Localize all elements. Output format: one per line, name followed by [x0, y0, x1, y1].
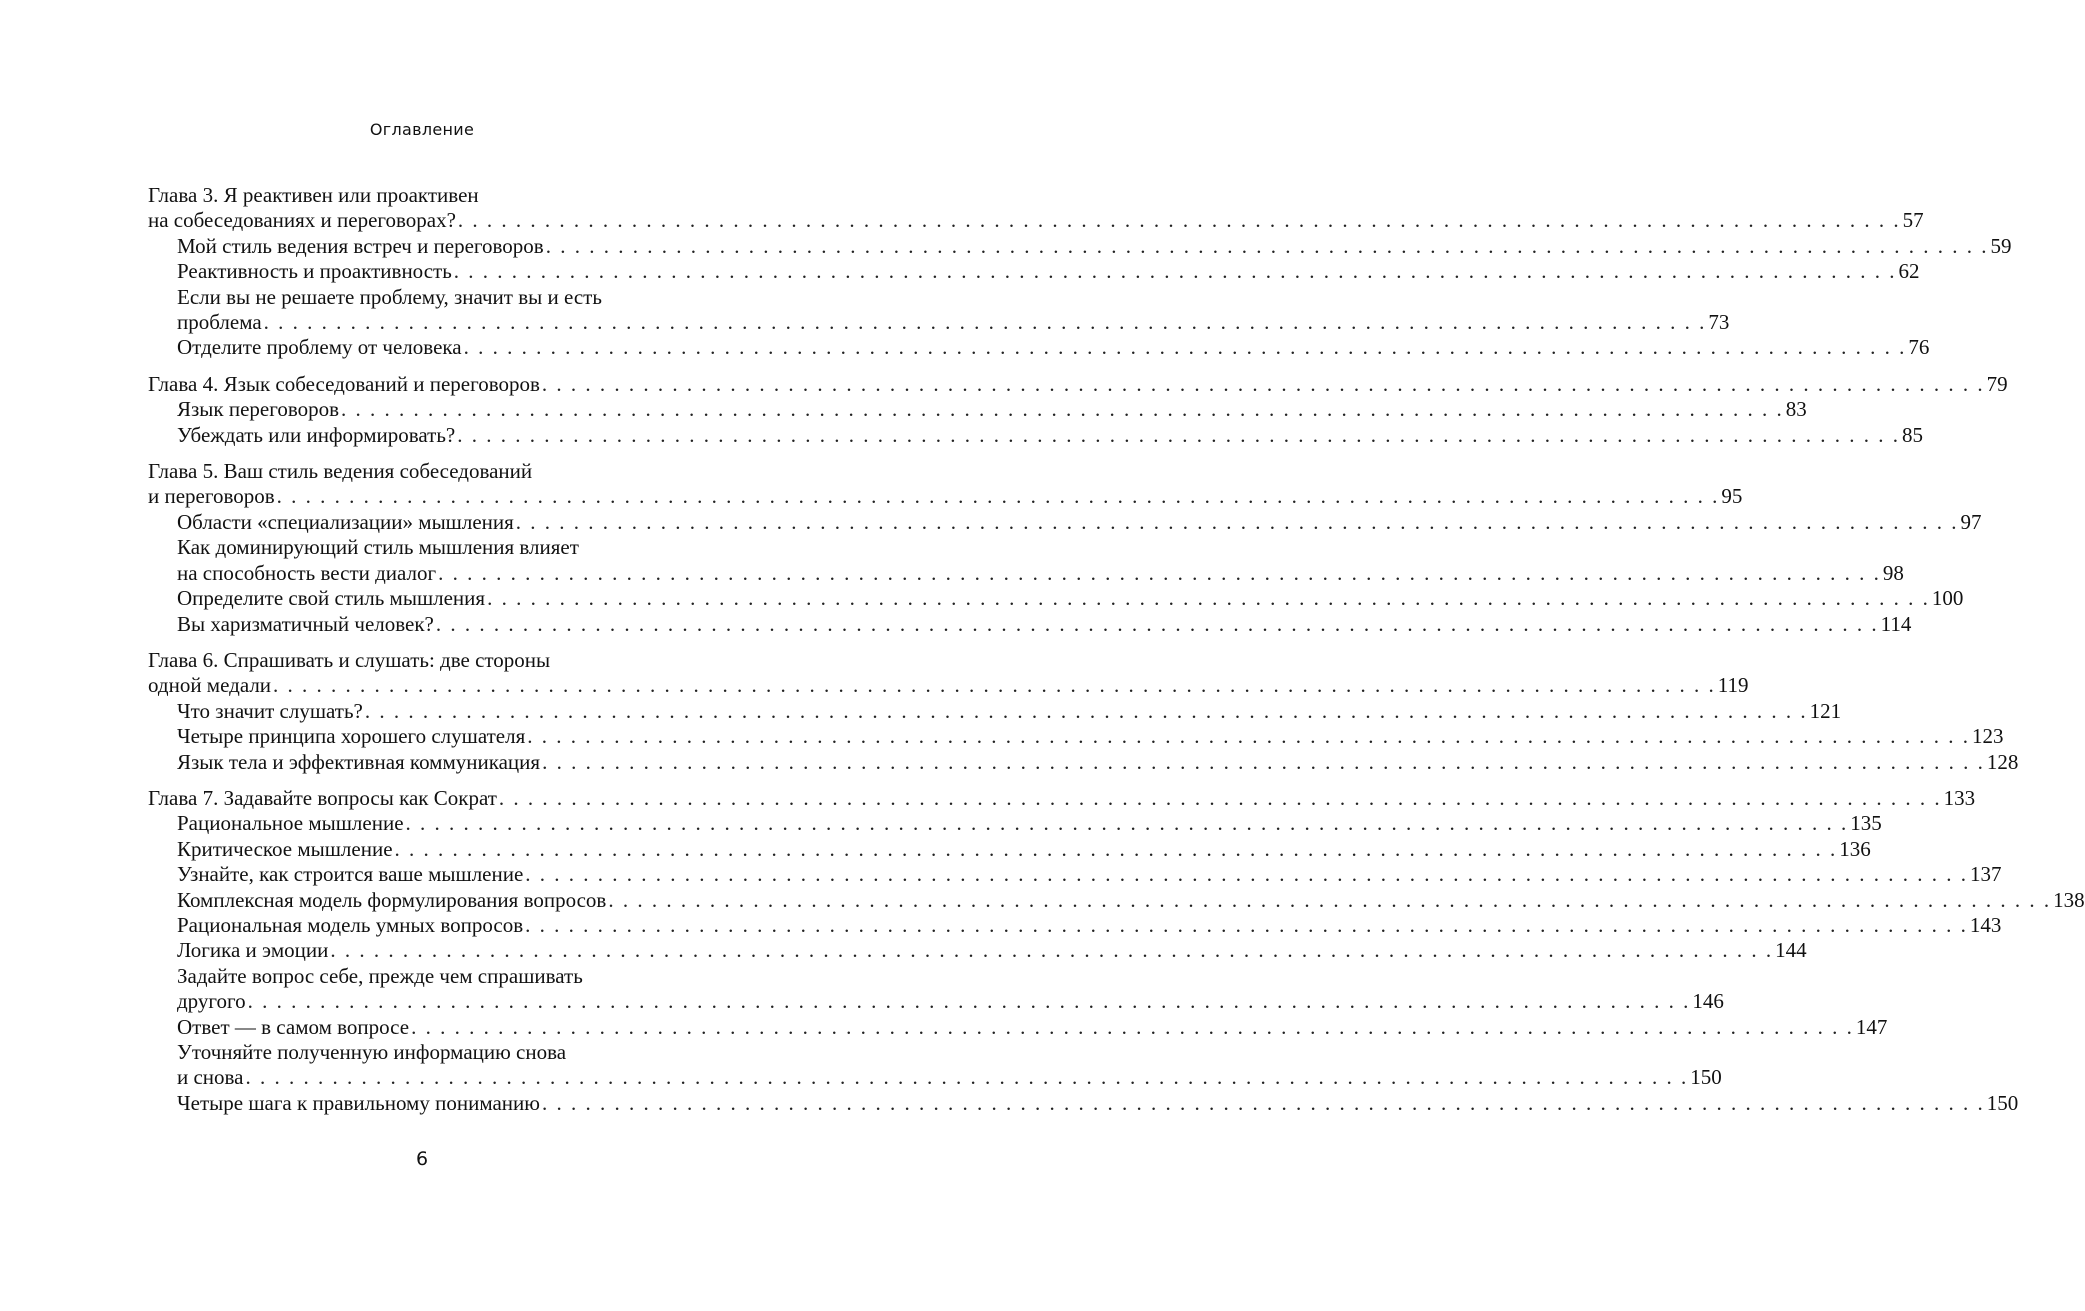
toc-page-number: 79: [1986, 371, 2008, 396]
dot-leader: . . . . . . . . . . . . . . . . . . . . . . . . . . . . . . . . . . . . . . . . . . . . . . . . . . . . . . . . . . . . . . . . . . . . . . . . . . . . . . . . . . . . . . . . . . . . . . . . . . . .: [608, 887, 2052, 912]
toc-title-line: Если вы не решаете проблему, значит вы и есть: [177, 284, 602, 309]
toc-entry-title: на способность вести диалог: [177, 560, 437, 585]
toc-entry-section[interactable]: [148, 259, 1920, 284]
toc-title-line: Глава 5. Ваш стиль ведения собеседований: [148, 459, 533, 484]
toc-page-number: 143: [1969, 912, 2002, 937]
toc-entry-section[interactable]: [148, 335, 1930, 360]
dot-leader: . . . . . . . . . . . . . . . . . . . . . . . . . . . . . . . . . . . . . . . . . . . . . . . . . . . . . . . . . . . . . . . . . . . . . . . . . . . . . . . . . . . . . . . . . . . . . . . . . . . .: [527, 724, 1970, 749]
toc-entry-section[interactable]: [148, 509, 1982, 535]
toc-entry-section[interactable]: [148, 586, 1964, 611]
toc-page-number: 128: [1986, 749, 2019, 774]
toc-entry-title: Комплексная модель формулирования вопросов: [177, 887, 607, 912]
toc-page-number: 135: [1850, 811, 1882, 836]
toc-page-number: 83: [1785, 397, 1807, 422]
toc-entry-title: одной медали: [148, 673, 272, 698]
toc-entry-title: Глава 7. Задавайте вопросы как Сократ: [148, 785, 497, 810]
dot-leader: . . . . . . . . . . . . . . . . . . . . . . . . . . . . . . . . . . . . . . . . . . . . . . . . . . . . . . . . . . . . . . . . . . . . . . . . . . . . . . . . . . . . . . . . . . . . . . . . . . . .: [438, 560, 1881, 585]
toc-page-number: 147: [1855, 1014, 1888, 1039]
dot-leader: . . . . . . . . . . . . . . . . . . . . . . . . . . . . . . . . . . . . . . . . . . . . . . . . . . . . . . . . . . . . . . . . . . . . . . . . . . . . . . . . . . . . . . . . . . . . . . . . . . . .: [263, 310, 1707, 335]
table-of-contents: [148, 183, 2085, 1127]
toc-page-number: 136: [1839, 836, 1871, 861]
toc-page-number: 146: [1692, 989, 1724, 1014]
toc-page-number: 85: [1902, 422, 1923, 447]
toc-entry-title: Четыре принципа хорошего слушателя: [177, 724, 526, 749]
toc-entry-title: Четыре шага к правильному пониманию: [177, 1090, 540, 1115]
toc-title-line: Уточняйте полученную информацию снова: [177, 1040, 567, 1064]
toc-entry-section[interactable]: [148, 422, 1923, 448]
dot-leader: . . . . . . . . . . . . . . . . . . . . . . . . . . . . . . . . . . . . . . . . . . . . . . . . . . . . . . . . . . . . . . . . . . . . . . . . . . . . . . . . . . . . . . . . . . . . . . . . . . . .: [273, 673, 1716, 698]
toc-entry-title: Глава 4. Язык собеседований и переговоров: [148, 371, 540, 396]
toc-title-line: Задайте вопрос себе, прежде чем спрашивать: [177, 963, 583, 988]
toc-page-number: 59: [1990, 233, 2012, 258]
dot-leader: . . . . . . . . . . . . . . . . . . . . . . . . . . . . . . . . . . . . . . . . . . . . . . . . . . . . . . . . . . . . . . . . . . . . . . . . . . . . . . . . . . . . . . . . . . . . . . . . . . . .: [245, 1065, 1689, 1090]
toc-entry-title: проблема: [177, 310, 262, 335]
toc-entry-chapter[interactable]: [148, 371, 2008, 397]
toc-chapter-block: [148, 371, 2008, 448]
toc-entry-title: Области «специализации» мышления: [177, 509, 514, 534]
toc-page-number: 62: [1898, 259, 1920, 284]
toc-page-number: 119: [1717, 673, 1749, 698]
toc-entry-section[interactable]: [148, 1065, 1722, 1090]
toc-entry-title: Логика и эмоции: [177, 938, 329, 963]
dot-leader: . . . . . . . . . . . . . . . . . . . . . . . . . . . . . . . . . . . . . . . . . . . . . . . . . . . . . . . . . . . . . . . . . . . . . . . . . . . . . . . . . . . . . . . . . . . . . . . . . . . .: [463, 335, 1907, 360]
dot-leader: . . . . . . . . . . . . . . . . . . . . . . . . . . . . . . . . . . . . . . . . . . . . . . . . . . . . . . . . . . . . . . . . . . . . . . . . . . . . . . . . . . . . . . . . . . . . . . . . . . . .: [541, 1090, 1985, 1115]
dot-leader: . . . . . . . . . . . . . . . . . . . . . . . . . . . . . . . . . . . . . . . . . . . . . . . . . . . . . . . . . . . . . . . . . . . . . . . . . . . . . . . . . . . . . . . . . . . . . . . . . . . .: [247, 989, 1691, 1014]
toc-title-line: Глава 3. Я реактивен или проактивен: [148, 183, 479, 207]
toc-page-number: 97: [1960, 509, 1982, 534]
dot-leader: . . . . . . . . . . . . . . . . . . . . . . . . . . . . . . . . . . . . . . . . . . . . . . . . . . . . . . . . . . . . . . . . . . . . . . . . . . . . . . . . . . . . . . . . . . . . . . . . . . . .: [515, 509, 1959, 534]
toc-entry-section[interactable]: [148, 749, 2019, 775]
dot-leader: . . . . . . . . . . . . . . . . . . . . . . . . . . . . . . . . . . . . . . . . . . . . . . . . . . . . . . . . . . . . . . . . . . . . . . . . . . . . . . . . . . . . . . . . . . . . . . . . . . . .: [487, 586, 1930, 611]
toc-chapter-block: [148, 459, 1982, 637]
toc-title-line: Глава 6. Спрашивать и слушать: две стороны: [148, 647, 551, 672]
toc-entry-title: Что значит слушать?: [177, 698, 363, 723]
dot-leader: . . . . . . . . . . . . . . . . . . . . . . . . . . . . . . . . . . . . . . . . . . . . . . . . . . . . . . . . . . . . . . . . . . . . . . . . . . . . . . . . . . . . . . . . . . . . . . . . . . . .: [457, 422, 1900, 447]
toc-page-number: 57: [1902, 208, 1924, 233]
toc-chapter-block: [148, 647, 2019, 775]
dot-leader: . . . . . . . . . . . . . . . . . . . . . . . . . . . . . . . . . . . . . . . . . . . . . . . . . . . . . . . . . . . . . . . . . . . . . . . . . . . . . . . . . . . . . . . . . . . . . . . . . . . .: [394, 836, 1838, 861]
running-head: Оглавление: [369, 120, 475, 139]
toc-entry-title: Язык переговоров: [177, 397, 340, 422]
toc-entry-title: Отделите проблему от человека: [177, 335, 462, 360]
toc-entry-title: на собеседованиях и переговорах?: [148, 208, 456, 233]
toc-page-number: 138: [2053, 887, 2085, 912]
toc-page-number: 150: [1986, 1090, 2019, 1115]
toc-entry-section[interactable]: [148, 233, 2012, 259]
toc-page-number: 137: [1970, 862, 2002, 887]
toc-page-number: 123: [1972, 724, 2004, 749]
toc-entry-section[interactable]: [148, 912, 2002, 938]
toc-entry-title: Мой стиль ведения встреч и переговоров: [177, 233, 544, 258]
dot-leader: . . . . . . . . . . . . . . . . . . . . . . . . . . . . . . . . . . . . . . . . . . . . . . . . . . . . . . . . . . . . . . . . . . . . . . . . . . . . . . . . . . . . . . . . . . . . . . . . . . . .: [525, 862, 1969, 887]
toc-entry-chapter[interactable]: [148, 673, 1749, 698]
toc-page-number: 98: [1882, 560, 1904, 585]
dot-leader: . . . . . . . . . . . . . . . . . . . . . . . . . . . . . . . . . . . . . . . . . . . . . . . . . . . . . . . . . . . . . . . . . . . . . . . . . . . . . . . . . . . . . . . . . . . . . . . . . . . .: [405, 811, 1849, 836]
dot-leader: . . . . . . . . . . . . . . . . . . . . . . . . . . . . . . . . . . . . . . . . . . . . . . . . . . . . . . . . . . . . . . . . . . . . . . . . . . . . . . . . . . . . . . . . . . . . . . . . . . . .: [541, 371, 1985, 396]
toc-entry-section[interactable]: [148, 1014, 1888, 1040]
toc-entry-title: и переговоров: [148, 484, 275, 509]
toc-page-number: 114: [1880, 611, 1912, 636]
toc-entry-title: другого: [177, 989, 246, 1014]
dot-leader: . . . . . . . . . . . . . . . . . . . . . . . . . . . . . . . . . . . . . . . . . . . . . . . . . . . . . . . . . . . . . . . . . . . . . . . . . . . . . . . . . . . . . . . . . . . . . . . . . . . .: [453, 259, 1897, 284]
toc-entry-title: Ответ — в самом вопросе: [177, 1014, 410, 1039]
dot-leader: . . . . . . . . . . . . . . . . . . . . . . . . . . . . . . . . . . . . . . . . . . . . . . . . . . . . . . . . . . . . . . . . . . . . . . . . . . . . . . . . . . . . . . . . . . . . . . . . . . . .: [276, 484, 1720, 509]
toc-entry-chapter[interactable]: [148, 208, 1924, 233]
toc-entry-section[interactable]: [148, 310, 1730, 335]
toc-entry-chapter[interactable]: [148, 785, 1976, 811]
toc-entry-title: Рациональное мышление: [177, 811, 404, 836]
toc-page-number: 76: [1908, 335, 1930, 360]
dot-leader: . . . . . . . . . . . . . . . . . . . . . . . . . . . . . . . . . . . . . . . . . . . . . . . . . . . . . . . . . . . . . . . . . . . . . . . . . . . . . . . . . . . . . . . . . . . . . . . . . . . .: [330, 938, 1774, 963]
dot-leader: . . . . . . . . . . . . . . . . . . . . . . . . . . . . . . . . . . . . . . . . . . . . . . . . . . . . . . . . . . . . . . . . . . . . . . . . . . . . . . . . . . . . . . . . . . . . . . . . . . . .: [411, 1014, 1854, 1039]
toc-entry-section[interactable]: [148, 836, 1871, 862]
toc-entry-chapter[interactable]: [148, 484, 1743, 509]
toc-chapter-block: [148, 785, 2085, 1116]
dot-leader: . . . . . . . . . . . . . . . . . . . . . . . . . . . . . . . . . . . . . . . . . . . . . . . . . . . . . . . . . . . . . . . . . . . . . . . . . . . . . . . . . . . . . . . . . . . . . . . . . . . .: [341, 397, 1784, 422]
toc-entry-title: Реактивность и проактивность: [177, 259, 452, 284]
toc-page-number: 144: [1775, 938, 1807, 963]
toc-entry-section[interactable]: [148, 698, 1842, 724]
toc-entry-section[interactable]: [148, 862, 2002, 887]
dot-leader: . . . . . . . . . . . . . . . . . . . . . . . . . . . . . . . . . . . . . . . . . . . . . . . . . . . . . . . . . . . . . . . . . . . . . . . . . . . . . . . . . . . . . . . . . . . . . . . . . . . .: [525, 912, 1968, 937]
toc-page-number: 73: [1708, 310, 1730, 335]
toc-entry-section[interactable]: [148, 1090, 2019, 1116]
dot-leader: . . . . . . . . . . . . . . . . . . . . . . . . . . . . . . . . . . . . . . . . . . . . . . . . . . . . . . . . . . . . . . . . . . . . . . . . . . . . . . . . . . . . . . . . . . . . . . . . . . . .: [364, 698, 1808, 723]
dot-leader: . . . . . . . . . . . . . . . . . . . . . . . . . . . . . . . . . . . . . . . . . . . . . . . . . . . . . . . . . . . . . . . . . . . . . . . . . . . . . . . . . . . . . . . . . . . . . . . . . . . .: [498, 785, 1942, 810]
toc-page-number: 121: [1809, 698, 1842, 723]
toc-page-number: 100: [1931, 586, 1964, 611]
toc-entry-title: Рациональная модель умных вопросов: [177, 912, 524, 937]
toc-entry-title: и снова: [177, 1065, 244, 1090]
toc-entry-section[interactable]: [148, 560, 1904, 586]
toc-page-number: 133: [1943, 785, 1976, 810]
dot-leader: . . . . . . . . . . . . . . . . . . . . . . . . . . . . . . . . . . . . . . . . . . . . . . . . . . . . . . . . . . . . . . . . . . . . . . . . . . . . . . . . . . . . . . . . . . . . . . . . . . . .: [542, 749, 1985, 774]
toc-entry-section[interactable]: [148, 811, 1882, 836]
toc-entry-section[interactable]: [148, 397, 1807, 422]
toc-page-number: 150: [1690, 1065, 1722, 1090]
toc-entry-section[interactable]: [148, 989, 1724, 1014]
toc-chapter-block: [148, 183, 2012, 361]
toc-entry-title: Критическое мышление: [177, 836, 393, 861]
toc-entry-title: Определите свой стиль мышления: [177, 586, 486, 611]
dot-leader: . . . . . . . . . . . . . . . . . . . . . . . . . . . . . . . . . . . . . . . . . . . . . . . . . . . . . . . . . . . . . . . . . . . . . . . . . . . . . . . . . . . . . . . . . . . . . . . . . . . .: [435, 611, 1879, 636]
toc-entry-section[interactable]: [148, 938, 1807, 963]
toc-title-line: Как доминирующий стиль мышления влияет: [177, 535, 579, 560]
toc-entry-title: Вы харизматичный человек?: [177, 611, 434, 636]
toc-entry-section[interactable]: [148, 611, 1912, 637]
toc-entry-section[interactable]: [148, 887, 2085, 913]
toc-entry-title: Узнайте, как строится ваше мышление: [177, 862, 524, 887]
toc-page-number: 95: [1721, 484, 1743, 509]
dot-leader: . . . . . . . . . . . . . . . . . . . . . . . . . . . . . . . . . . . . . . . . . . . . . . . . . . . . . . . . . . . . . . . . . . . . . . . . . . . . . . . . . . . . . . . . . . . . . . . . . . . .: [457, 208, 1901, 233]
toc-entry-title: Язык тела и эффективная коммуникация: [177, 749, 541, 774]
dot-leader: . . . . . . . . . . . . . . . . . . . . . . . . . . . . . . . . . . . . . . . . . . . . . . . . . . . . . . . . . . . . . . . . . . . . . . . . . . . . . . . . . . . . . . . . . . . . . . . . . . . .: [545, 233, 1989, 258]
toc-entry-title: Убеждать или информировать?: [177, 422, 456, 447]
page-number: 6: [415, 1148, 429, 1170]
toc-entry-section[interactable]: [148, 724, 2004, 749]
